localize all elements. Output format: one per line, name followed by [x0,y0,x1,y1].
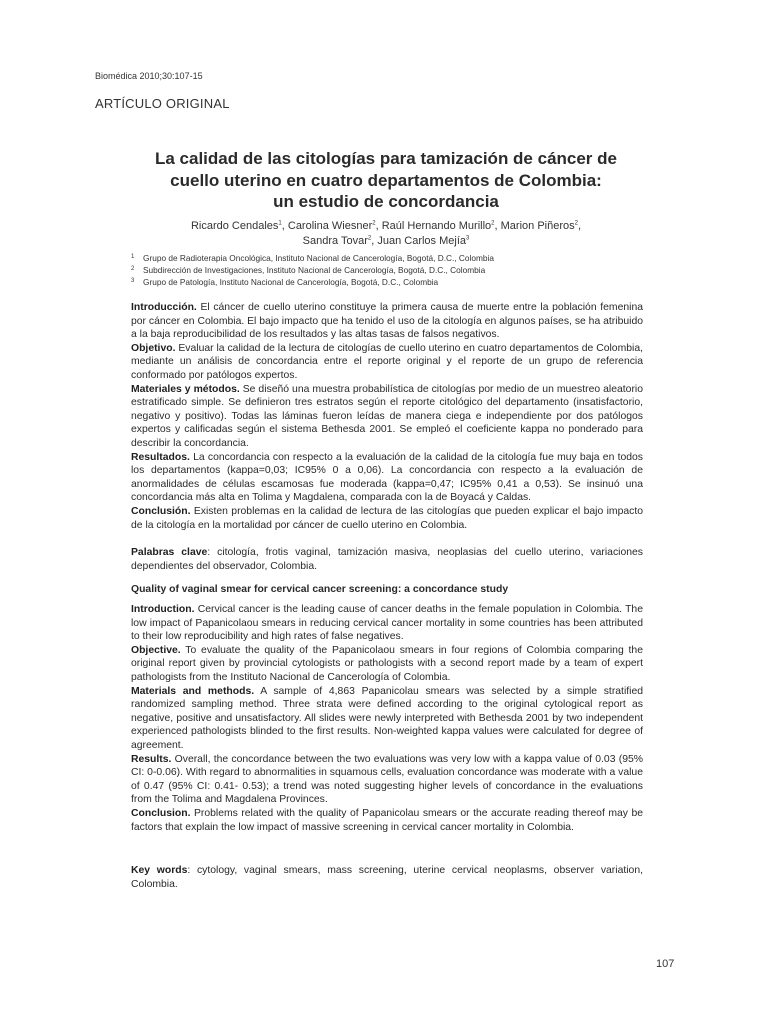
abstract-heading: Introduction. [131,604,195,615]
author-affiliation-mark: 2 [367,235,372,242]
abstract-heading: Conclusion. [131,807,191,819]
running-head: Biomédica 2010;30:107-15 [95,71,203,81]
title-line: cuello uterino en cuatro departamentos de Colombia: [170,170,602,190]
abstract-heading: Objetivo. [131,342,176,354]
keywords-spanish [131,546,643,573]
author-affiliation-mark: 1 [278,220,282,227]
abstract-text: Cervical cancer is the leading cause of cancer deaths in the female population in Colombia. The low impact of Papanicolaou smears in reducing cervical cancer mortality in some countries has been attributed to their low reproducibility and high rates of false negatives. [131,604,643,643]
affiliation-text: Subdirección de Investigaciones, Instituto Nacional de Cancerología, Bogotá, D.C., Colombia [143,265,486,275]
abstract-text: To evaluate the quality of the Papanicolaou smears in four regions of Colombia comparing the original report given by provincial cytologists or pathologists with a second report made by a team of expert pathologists from the Instituto Nacional de Cancerología of Colombia. [131,644,643,683]
affiliation-number: 2 [131,266,135,272]
author-name: Marion Piñeros [500,220,575,232]
section-label: ARTÍCULO ORIGINAL [95,96,230,111]
page-number: 107 [656,958,675,970]
abstract-results [131,451,643,505]
abstract-text: Existen problemas en la calidad de lectura de las citologías que pueden explicar el bajo impacto de la citología en la mortalidad por cáncer de cuello uterino en Colombia. [131,505,643,531]
author-separator: , [281,220,288,232]
author-line [100,219,672,234]
author-line [100,234,672,249]
abstract-heading: Objective. [131,644,181,656]
author-separator: , [494,220,501,232]
abstract-text: Problems related with the quality of Papanicolau smears or the accurate reading thereof may be factors that explain the low impact of massive screening in cervical cancer mortality in Colombia. [131,807,643,833]
abstract-objective [131,342,643,383]
abstract-heading: Conclusión. [131,505,191,517]
abstract-objective [131,644,643,685]
author-separator: , [375,220,382,232]
author-name: Raúl Hernando Murillo [381,220,492,232]
abstract-results [131,753,643,807]
article-title [100,148,672,213]
author-name: Ricardo Cendales [190,220,279,232]
affiliation-item [131,264,671,276]
abstract-conclusion [131,807,643,834]
author-list [100,219,672,249]
author-affiliation-mark: 2 [574,220,578,227]
abstract-heading: Materiales y métodos. [131,383,240,395]
abstract-heading: Resultados. [131,451,190,463]
abstract-heading: Results. [131,753,172,765]
affiliation-text: Grupo de Radioterapia Oncológica, Instituto Nacional de Cancerología, Bogotá, D.C., Colombia [143,253,494,263]
author-separator: , [577,220,582,232]
author-separator: , [371,235,378,247]
author-name: Juan Carlos Mejía [377,235,466,247]
author-name: Sandra Tovar [302,235,368,247]
abstract-text: Evaluar la calidad de la lectura de citologías de cuello uterino en cuatro departamentos de Colombia, mediante un análisis de concordancia entre el reporte original y el reporte de un grupo de referencia conformado por patólogos expertos. [131,342,643,381]
abstract-heading: Introducción. [131,302,197,313]
english-title: Quality of vaginal smear for cervical cancer screening: a concordance study [131,584,509,595]
abstract-spanish [131,301,643,532]
author-affiliation-mark: 2 [372,220,376,227]
keywords-text: : citología, frotis vaginal, tamización masiva, neoplasias del cuello uterino, variaciones dependientes del observador, Colombia. [131,547,643,572]
keywords-heading: Palabras clave [131,547,208,558]
abstract-heading: Materials and methods. [131,685,255,697]
abstract-text: Se diseñó una muestra probabilística de citologías por medio de un muestreo aleatorio estratificado simple. Se definieron tres estratos según el reporte citológico del departamento (insatisfactorio, negativo y positivo). Todas las láminas fueron leídas de manera ciega e independiente por dos patólogos expertos y calificadas según el sistema Bethesda 2001. Se empleó el coeficiente kappa no ponderado para describir la concordancia. [131,383,643,449]
abstract-methods [131,383,643,451]
abstract-introduction [131,603,643,644]
affiliation-item [131,252,671,264]
author-name: Carolina Wiesner [287,220,373,232]
keywords-heading: Key words [131,865,188,876]
abstract-conclusion [131,505,643,532]
abstract-text: El cáncer de cuello uterino constituye la primera causa de muerte entre la población femenina por cáncer en Colombia. El bajo impacto que ha tenido el uso de la citología en algunos países, se ha atribuido a la baja reproducibilidad de los resultados y las altas tasas de falsos negativos. [131,302,643,341]
affiliation-number: 3 [131,278,135,284]
title-line: La calidad de las citologías para tamización de cáncer de [154,149,617,168]
abstract-methods [131,685,643,753]
affiliation-list [131,252,671,288]
abstract-text: La concordancia con respecto a la evaluación de la calidad de la citología fue muy baja en todos los departamentos (kappa=0,03; IC95% 0 a 0,06). La concordancia con respecto a la evaluación de anormalidades de células escamosas fue moderada (kappa=0,47; IC95% 0,41 a 0,53). Se insinuó una concordancia más alta en Tolima y Magdalena, comparada con la de Boyacá y Caldas. [131,451,643,504]
keywords-text: : cytology, vaginal smears, mass screening, uterine cervical neoplasms, observer variation, Colombia. [131,865,643,890]
affiliation-text: Grupo de Patología, Instituto Nacional de Cancerología, Bogotá, D.C., Colombia [143,277,439,287]
author-affiliation-mark: 3 [466,235,470,242]
title-line: un estudio de concordancia [273,192,499,211]
abstract-english [131,603,643,834]
abstract-text: Overall, the concordance between the two evaluations was very low with a kappa value of 0.03 (95% CI: 0-0.06). With regard to abnormalities in squamous cells, evaluation concordance was moderate with a value of 0.47 (95% CI: 0.41- 0.53); a trend was noted suggesting higher levels of concordance in the evaluations from the Tolima and Magdalena Provinces. [131,753,643,806]
abstract-introduction [131,301,643,342]
author-affiliation-mark: 2 [491,220,495,227]
keywords-english [131,864,643,891]
affiliation-number: 1 [131,254,135,260]
abstract-text: A sample of 4,863 Papanicolau smears was selected by a simple stratified randomized sampling method. Three strata were defined according to the original cytological report as negative, positive and unsatisfactory. All slides were newly interpreted with Bethesda 2001 by two independent experienced pathologists blinded to the first results. Non-weighted kappa values were calculated for degree of agreement. [131,685,644,751]
affiliation-item [131,276,671,288]
